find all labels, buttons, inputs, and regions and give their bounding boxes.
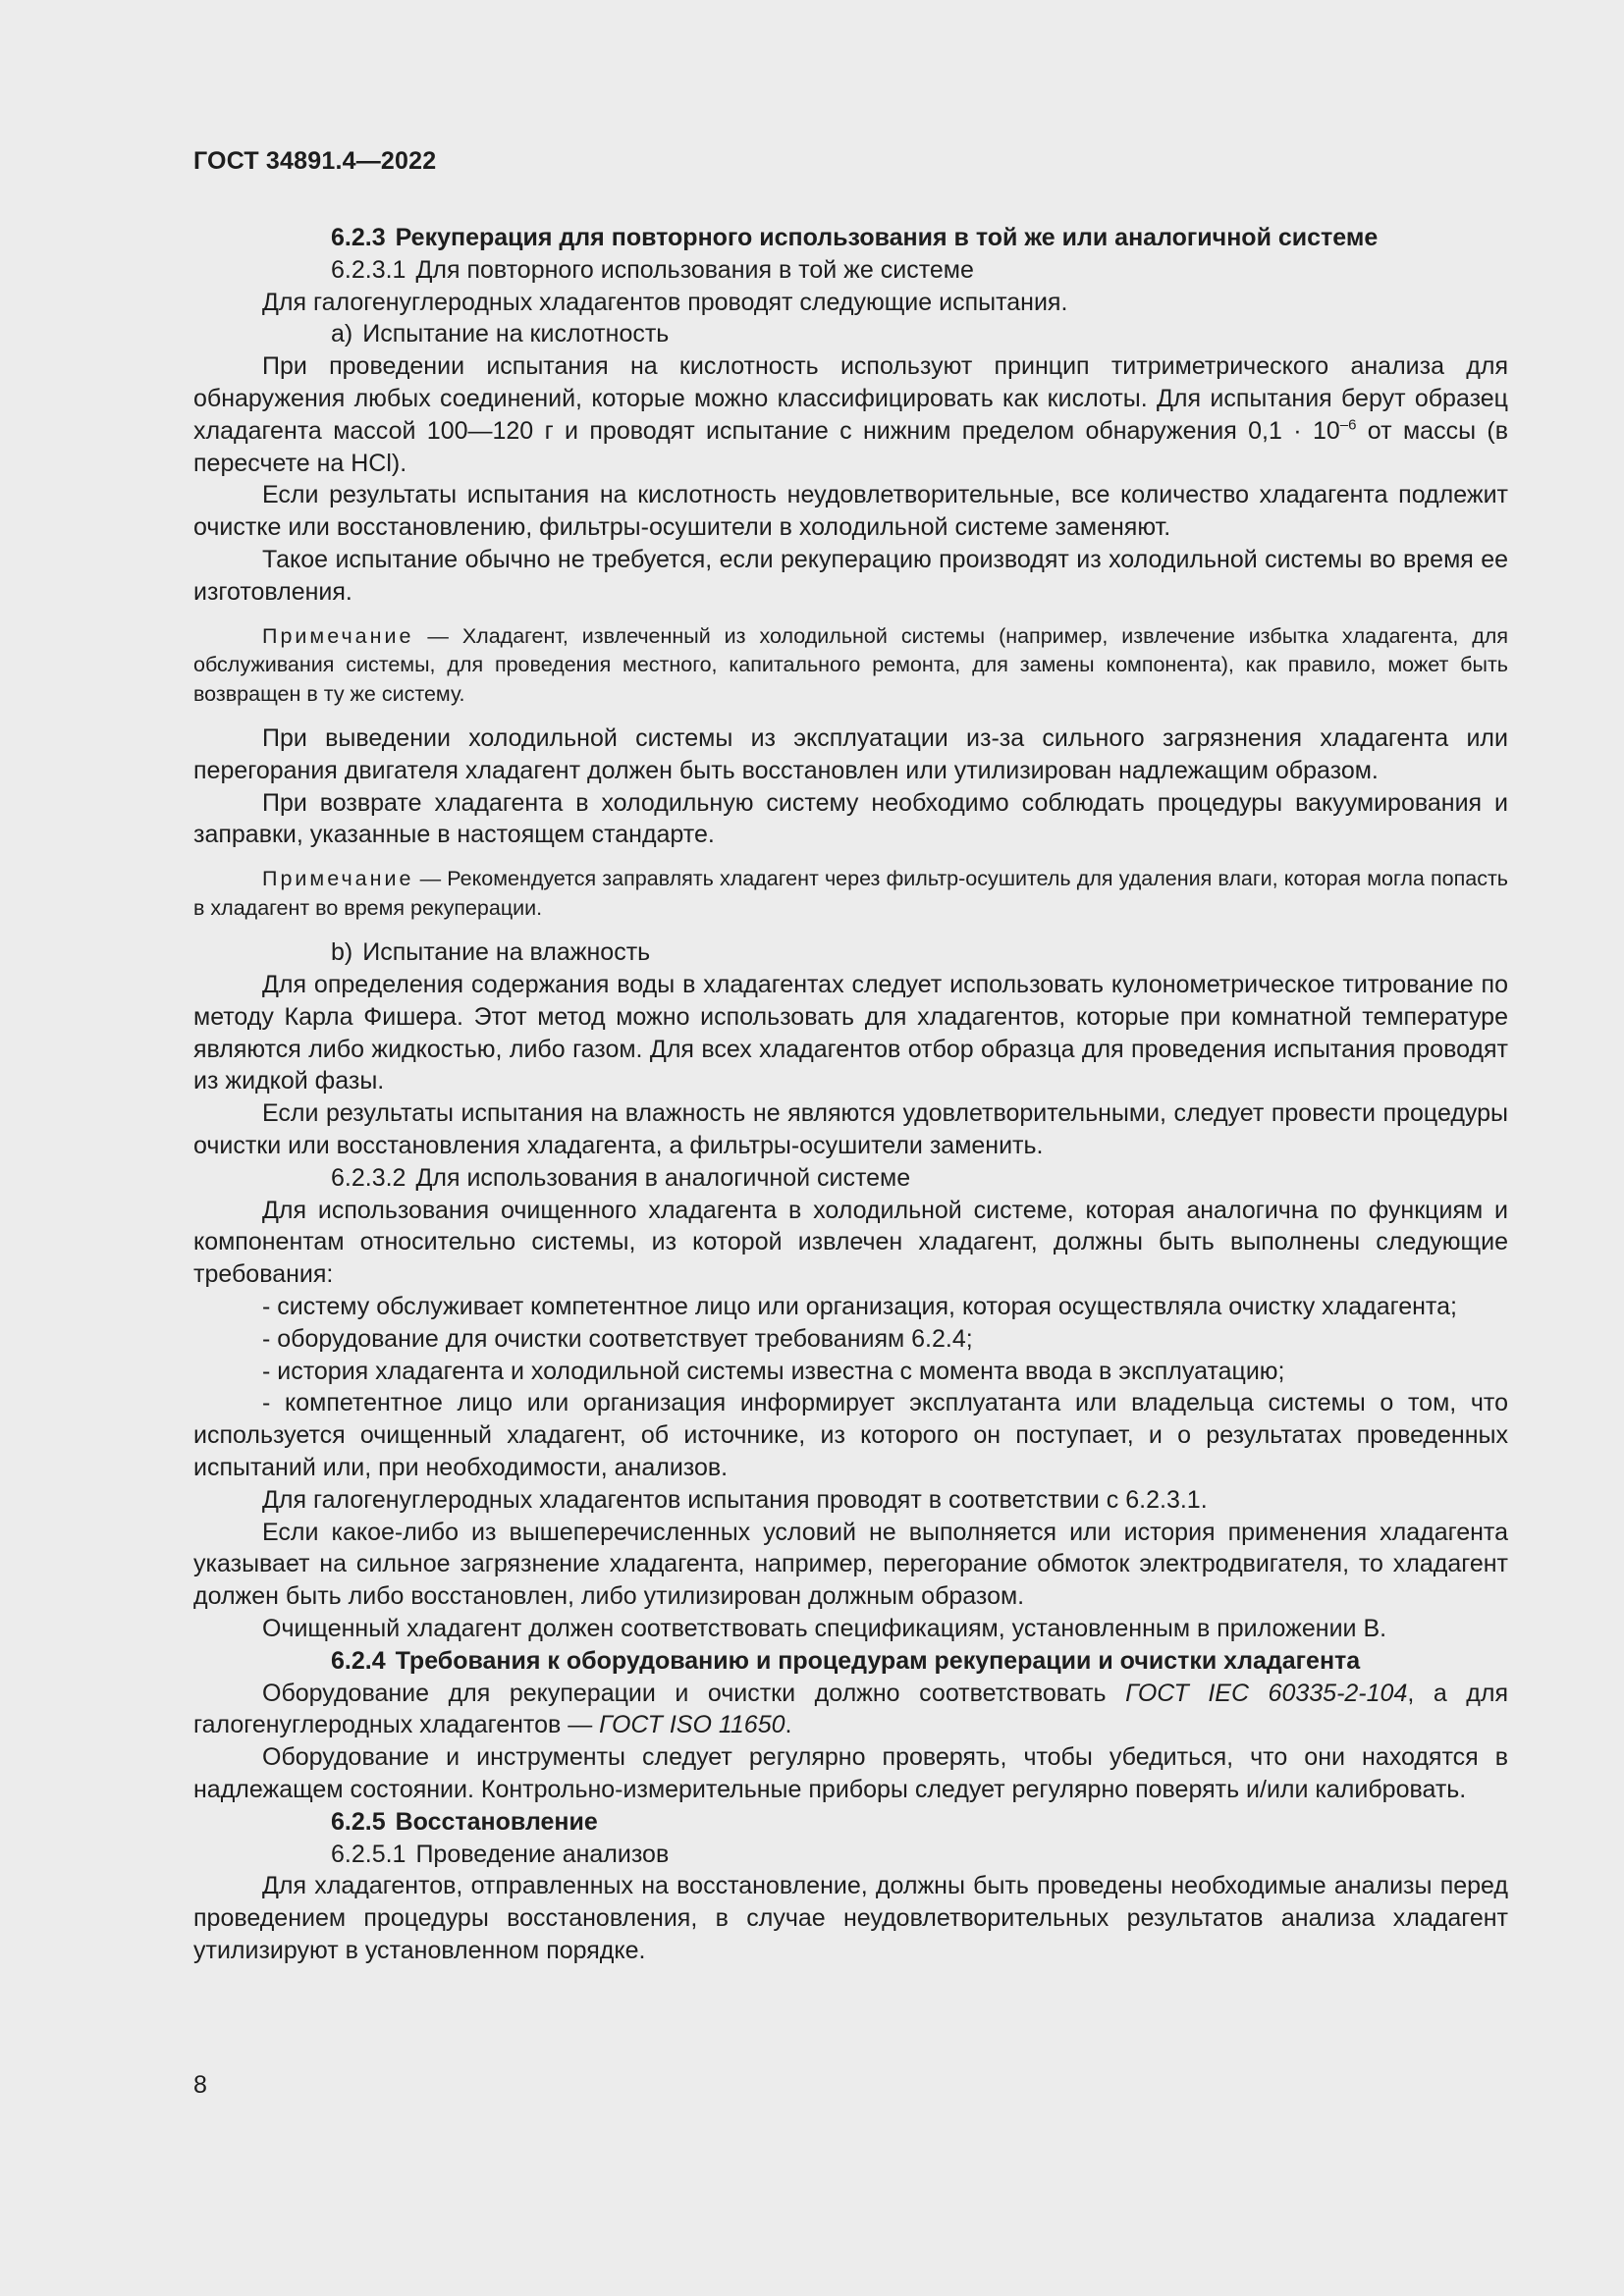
subsection-heading-6-2-3-2: 6.2.3.2 Для использования в аналогичной системе	[331, 1163, 911, 1192]
paragraph: Для галогенуглеродных хладагентов проводят следующие испытания.	[262, 288, 1068, 316]
paragraph: Для хладагентов, отправленных на восстановление, должны быть проведены необходимые анализы перед проведением процедуры восстановления, в случае неудовлетворительных результатов анализа хладагент утилизируют в установленном порядке.	[193, 1872, 1508, 1964]
item-heading-a: а) Испытание на кислотность	[331, 320, 670, 348]
paragraph-acidity-method: При проведении испытания на кислотность используют принцип титриметрического анализа для обнаружения любых соединений, которые можно классифицировать как кислоты. Для испытания берут образец хладагента массой 100—120 г и проводят испытание с нижним пределом обнаружения $0,1 \cdot 10^{-6}$ от массы (в пересчете на HCl).	[193, 352, 1508, 477]
note: Примечание — Рекомендуется заправлять хладагент через фильтр-осушитель для удаления влаги, которая могла попасть в хладагент во время рекуперации.	[193, 867, 1508, 920]
paragraph: Если результаты испытания на влажность не являются удовлетворительными, следует провести процедуры очистки или восстановления хладагента, а фильтры-осушители заменить.	[193, 1099, 1508, 1160]
paragraph: Очищенный хладагент должен соответствовать спецификациям, установленным в приложении В.	[262, 1614, 1387, 1642]
page-number: 8	[193, 2071, 207, 2099]
paragraph: Для использования очищенного хладагента в холодильной системе, которая аналогична по функциям и компонентам относительно системы, из которой извлечен хладагент, должны быть выполнены следующие требования:	[193, 1196, 1508, 1289]
paragraph: Для определения содержания воды в хладагентах следует использовать кулонометрическое титрование по методу Карла Фишера. Этот метод можно использовать для хладагентов, которые при комнатной температуре являются либо жидкостью, либо газом. Для всех хладагентов отбор образца для проведения испытания проводят из жидкой фазы.	[193, 971, 1508, 1095]
section-heading-6-2-4: 6.2.4 Требования к оборудованию и процедурам рекуперации и очистки хладагента	[331, 1646, 1361, 1675]
page-body	[193, 222, 1508, 1967]
paragraph: Если какое-либо из вышеперечисленных условий не выполняется или история применения хладагента указывает на сильное загрязнение хладагента, например, перегорание обмоток электродвигателя, то хладагент должен быть либо восстановлен, либо утилизирован должным образом.	[193, 1518, 1508, 1611]
subsection-heading-6-2-3-1: 6.2.3.1 Для повторного использования в той же системе	[331, 255, 974, 284]
note: Примечание — Хладагент, извлеченный из холодильной системы (например, извлечение избытка хладагента, для обслуживания системы, для проведения местного, капитального ремонта, для замены компонента), как правило, может быть возвращен в ту же систему.	[193, 623, 1508, 706]
list-item: - систему обслуживает компетентное лицо или организация, которая осуществляла очистку хладагента;	[262, 1293, 1457, 1321]
document-code: ГОСТ 34891.4—2022	[193, 147, 437, 175]
standard-reference: ГОСТ IEC 60335-2-104	[1125, 1679, 1408, 1707]
paragraph: При возврате хладагента в холодильную систему необходимо соблюдать процедуры вакуумирования и заправки, указанные в настоящем стандарте.	[193, 788, 1508, 849]
list-item: - оборудование для очистки соответствует требованиям 6.2.4;	[262, 1324, 973, 1353]
standard-reference: ГОСТ ISO 11650	[599, 1711, 785, 1739]
section-heading-6-2-5: 6.2.5 Восстановление	[331, 1807, 598, 1836]
paragraph: При выведении холодильной системы из эксплуатации из-за сильного загрязнения хладагента или перегорания двигателя хладагент должен быть восстановлен или утилизирован надлежащим образом.	[193, 724, 1508, 784]
item-heading-b: b) Испытание на влажность	[331, 938, 651, 967]
note-label: Примечание	[262, 623, 414, 648]
exponent: –6	[1339, 416, 1357, 434]
paragraph-standards-reference: Оборудование для рекуперации и очистки должно соответствовать ГОСТ IEC 60335-2-104, а для галогенуглеродных хладагентов — ГОСТ ISO 11650.	[193, 1679, 1508, 1739]
paragraph: Оборудование и инструменты следует регулярно проверять, чтобы убедиться, что они находятся в надлежащем состоянии. Контрольно-измерительные приборы следует регулярно поверять и/или калибровать.	[193, 1743, 1508, 1803]
section-heading-6-2-3: 6.2.3 Рекуперация для повторного использования в той же или аналогичной системе	[331, 224, 1379, 251]
paragraph: Если результаты испытания на кислотность неудовлетворительные, все количество хладагента подлежит очистке или восстановлению, фильтры-осушители в холодильной системе заменяют.	[193, 481, 1508, 542]
list-item: - история хладагента и холодильной системы известна с момента ввода в эксплуатацию;	[262, 1357, 1285, 1385]
paragraph: Такое испытание обычно не требуется, если рекуперацию производят из холодильной системы во время ее изготовления.	[193, 545, 1508, 606]
note-label: Примечание	[262, 867, 414, 891]
subsection-heading-6-2-5-1: 6.2.5.1 Проведение анализов	[331, 1840, 670, 1868]
list-item: - компетентное лицо или организация информирует эксплуатанта или владельца системы о том, что используется очищенный хладагент, об источнике, из которого он поступает, и о результатах проведенных испытаний или, при необходимости, анализов.	[193, 1389, 1508, 1481]
paragraph: Для галогенуглеродных хладагентов испытания проводят в соответствии с 6.2.3.1.	[262, 1485, 1208, 1514]
